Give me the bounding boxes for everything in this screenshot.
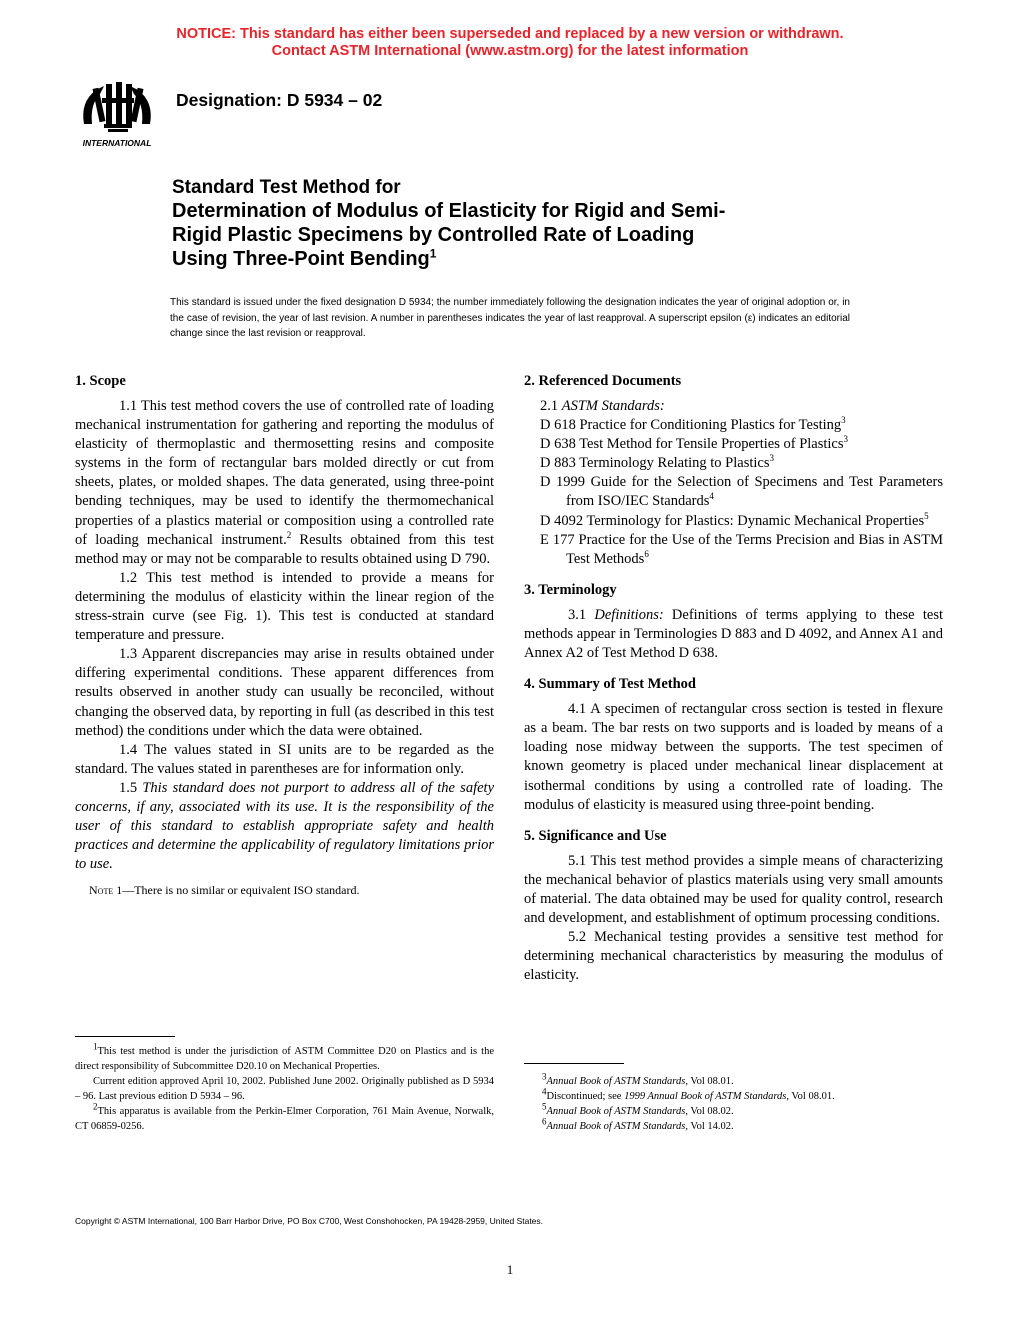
title-footnote-ref: 1	[429, 246, 437, 261]
ref-item: D 883 Terminology Relating to Plastics$^3$	[540, 453, 774, 472]
scope-1-2: 1.2 This test method is intended to provide a means for determining the modulus of elasticity within the linear region of the stress-strain curve (see Fig. 1). This test is conducted at standard temperature and pressure.	[75, 569, 494, 644]
significance-5-2: 5.2 Mechanical testing provides a sensitive test method for determining mechanical characteristics by measuring the modulus of elasticity.	[524, 929, 943, 984]
scope-1-1: 1.1 This test method covers the use of controlled rate of loading mechanical instrumentation for gathering and reporting the modulus of elasticity of thermoplastic and thermosetting resins and composite systems in the form of rectangular bars molded directly or cut from sheets, plates, or molded shapes. The data generated, using three-point bending techniques, may be used to identify the thermomechanical properties of a plastics material or composition using a controlled rate of loading mechanical instrument.$^2$ Results obtained from this test method may or may not be comparable to results obtained using D 790.	[75, 398, 494, 567]
document-title	[172, 176, 862, 271]
ref-item: D 638 Test Method for Tensile Properties of Plastics$^3$	[540, 434, 849, 453]
astm-logo-mark	[83, 82, 151, 132]
summary-heading: 4. Summary of Test Method	[524, 676, 696, 693]
terminology-3-1: 3.1 Definitions: Definitions of terms applying to these test methods appear in Terminologies D 883 and D 4092, and Annex A1 and Annex A2 of Test Method D 638.	[524, 606, 943, 662]
footnote-3: $^3$Annual Book of ASTM Standards, Vol 08.01.	[542, 1071, 734, 1087]
footnote-rule-right	[524, 1063, 624, 1064]
footnotes-left	[75, 1041, 494, 1134]
preamble: This standard is issued under the fixed designation D 5934; the number immediately following the designation indicates the year of original adoption or, in the case of revision, the year of last revision. A number in parentheses indicates the year of last reapproval. A superscript epsilon (ε) indicates an editorial change since the last revision or reapproval.	[170, 297, 850, 339]
footnote-6: $^6$Annual Book of ASTM Standards, Vol 14.02.	[542, 1116, 734, 1132]
scope-heading: 1. Scope	[75, 373, 126, 389]
title-line-4: Using Three-Point Bending	[172, 248, 430, 270]
summary-4-1: 4.1 A specimen of rectangular cross section is tested in flexure as a beam. The bar rests on two supports and is loaded by means of a loading nose midway between the supports. The test specimen of known geometry is placed under mechanical linear displacement at isothermal conditions by using a controlled rate of loading. The modulus of elasticity is measured using three-point bending.	[524, 701, 943, 813]
logo-label: INTERNATIONAL	[82, 138, 152, 148]
note-1: Note 1—There is no similar or equivalent ISO standard.	[89, 883, 360, 898]
page-number: 1	[506, 1262, 514, 1277]
significance-heading: 5. Significance and Use	[524, 827, 667, 844]
footnote-4: $^4$Discontinued; see 1999 Annual Book of ASTM Standards, Vol 08.01.	[542, 1086, 835, 1102]
withdrawal-notice	[0, 26, 1020, 60]
scope-1-4: 1.4 The values stated in SI units are to be regarded as the standard. The values stated in parentheses are for information only.	[75, 741, 494, 777]
footnote-rule-left	[75, 1036, 175, 1037]
title-line-3: Rigid Plastic Specimens by Controlled Rate of Loading	[172, 224, 695, 246]
copyright: Copyright © ASTM International, 100 Barr Harbor Drive, PO Box C700, West Conshohocken, PA 19428-2959, United States.	[75, 1216, 544, 1226]
ref-item: D 4092 Terminology for Plastics: Dynamic Mechanical Properties$^5$	[540, 510, 929, 529]
ref-item: D 618 Practice for Conditioning Plastics for Testing$^3$	[540, 415, 846, 434]
significance-5-1: 5.1 This test method provides a simple means of characterizing the mechanical behavior of plastics materials using very small amounts of material. The data obtained may be used for quality control, research and development, and establishment of optimum processing conditions.	[524, 852, 943, 926]
right-column	[524, 372, 943, 985]
scope-1-5: 1.5 This standard does not purport to address all of the safety concerns, if any, associated with its use. It is the responsibility of the user of this standard to establish appropriate safety and health practices and determine the applicability of regulatory limitations prior to use.	[75, 779, 494, 873]
referenced-intro: 2.1 ASTM Standards:	[540, 398, 665, 414]
title-line-2: Determination of Modulus of Elasticity for Rigid and Semi-	[172, 200, 726, 222]
footnote-2: $^2$This apparatus is available from the Perkin-Elmer Corporation, 761 Main Avenue, Norwalk, CT 06859-0256.	[75, 1101, 494, 1132]
footnotes-right	[524, 1071, 943, 1134]
scope-1-3: 1.3 Apparent discrepancies may arise in results obtained under differing experimental conditions. These apparent differences from results observed in another study can usually be reconciled, without changing the observed data, by reporting in full (as described in this test method) the conditions under which the data were obtained.	[75, 646, 494, 739]
footnote-5: $^5$Annual Book of ASTM Standards, Vol 08.02.	[542, 1101, 734, 1117]
notice-line-1: NOTICE: This standard has either been superseded and replaced by a new version or withdrawn.	[176, 26, 844, 42]
ref-item: E 177 Practice for the Use of the Terms Precision and Bias in ASTM Test Methods$^6$	[540, 531, 943, 567]
ref-item: D 1999 Guide for the Selection of Specimens and Test Parameters from ISO/IEC Standards$^4$	[540, 474, 943, 510]
notice-line-2: Contact ASTM International (www.astm.org) for the latest information	[271, 43, 749, 59]
left-column	[75, 372, 494, 898]
terminology-heading: 3. Terminology	[524, 581, 617, 598]
footnote-1: $^1$This test method is under the jurisdiction of ASTM Committee D20 on Plastics and is the direct responsibility of Subcommittee D20.10 on Mechanical Properties.	[75, 1041, 494, 1072]
footnote-1-edition: Current edition approved April 10, 2002. Published June 2002. Originally published as D 5934 – 96. Last previous edition D 5934 – 96.	[75, 1076, 494, 1102]
astm-logo	[74, 80, 160, 150]
title-line-1: Standard Test Method for	[172, 177, 401, 198]
designation: Designation: D 5934 – 02	[176, 90, 383, 110]
referenced-heading: 2. Referenced Documents	[524, 373, 682, 389]
